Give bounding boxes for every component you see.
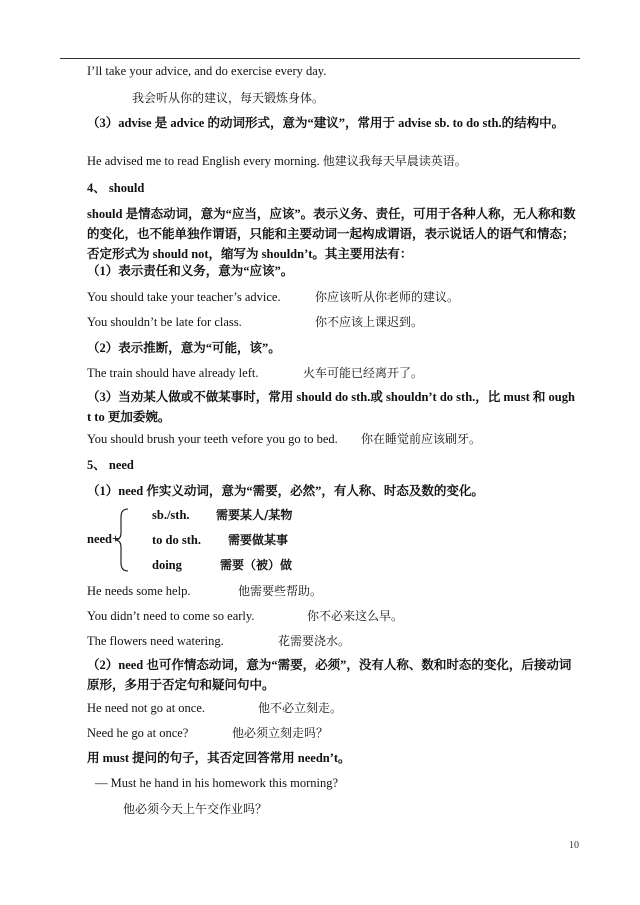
example-translation: 你不应该上课迟到。 — [315, 315, 424, 329]
example-sentence: The train should have already left. — [87, 366, 259, 380]
example-sentence: You should take your teacher’s advice. — [87, 290, 281, 304]
example-sentence: He needs some help. — [87, 584, 191, 598]
usage-paragraph: （2）need 也可作情态动词，意为“需要，必须”，没有人称、数和时态的变化，后接动词原形，多用于否定句和疑问句中。 — [87, 658, 572, 692]
usage-heading: （1）need 作实义动词，意为“需要，必然”，有人称、时态及数的变化。 — [87, 484, 484, 498]
example-sentence: You should brush your teeth vefore you go to bed. — [87, 432, 338, 446]
dialogue-translation: 他必须今天上午交作业吗？ — [123, 802, 268, 816]
example-translation: 花需要浇水。 — [278, 634, 351, 648]
need-structure-meaning: 需要（被）做 — [220, 558, 293, 572]
need-structure-meaning: 需要某人/某物 — [216, 508, 293, 522]
example-sentence: I’ll take your advice, and do exercise every day. — [87, 64, 327, 78]
example-sentence: You shouldn’t be late for class. — [87, 315, 242, 329]
section-heading: 5、 need — [87, 458, 134, 472]
usage-heading: （2）表示推断，意为“可能，该”。 — [87, 341, 281, 355]
example-sentence: The flowers need watering. — [87, 634, 224, 648]
need-structure-row: to do sth. — [152, 533, 201, 547]
example-sentence: Need he go at once? — [87, 726, 189, 740]
section-heading: 4、 should — [87, 181, 145, 195]
example-translation: 你不必来这么早。 — [307, 609, 404, 623]
need-structure-row: doing — [152, 558, 182, 572]
dialogue-line: — Must he hand in his homework this morning? — [95, 776, 339, 790]
example-sentence — [87, 152, 467, 170]
usage-heading: （1）表示责任和义务，意为“应该”。 — [87, 264, 294, 278]
example-translation: 他必须立刻走吗？ — [232, 726, 329, 740]
example-translation: 火车可能已经离开了。 — [303, 366, 424, 380]
rule-paragraph: （3）advise 是 advice 的动词形式，意为“建议”，常用于 advise sb. to do sth.的结构中。 — [87, 116, 565, 130]
example-english: He advised me to read English every morning. — [87, 154, 320, 168]
brace-icon — [114, 508, 132, 572]
example-translation: 他需要些帮助。 — [238, 584, 323, 598]
example-translation: 你应该听从你老师的建议。 — [315, 290, 460, 304]
rule-paragraph: should 是情态动词，意为“应当，应该”。表示义务、责任，可用于各种人称，无人称和数的变化，也不能单独作谓语，只能和主要动词一起构成谓语，表示说话人的语气和情态；否定形式为 should not，缩写为 shouldn’t。其主要用法有： — [87, 207, 576, 261]
example-translation: 我会听从你的建议，每天锻炼身体。 — [132, 91, 325, 105]
example-translation: 他不必立刻走。 — [258, 701, 343, 715]
need-structure-row: sb./sth. — [152, 508, 190, 522]
example-sentence: You didn’t need to come so early. — [87, 609, 255, 623]
example-sentence: He need not go at once. — [87, 701, 206, 715]
example-translation: 你在睡觉前应该刷牙。 — [361, 432, 482, 446]
page-number: 10 — [569, 840, 579, 851]
example-translation: 他建议我每天早晨读英语。 — [322, 154, 467, 168]
header-rule — [60, 58, 580, 59]
usage-paragraph: （3）当劝某人做或不做某事时，常用 should do sth.或 shouldn’t do sth.，比 must 和 ought to 更加委婉。 — [87, 390, 575, 424]
note-line: 用 must 提问的句子，其否定回答常用 needn’t。 — [87, 751, 351, 765]
need-structure-meaning: 需要做某事 — [228, 533, 289, 547]
need-structure-label: need+ — [87, 532, 120, 546]
